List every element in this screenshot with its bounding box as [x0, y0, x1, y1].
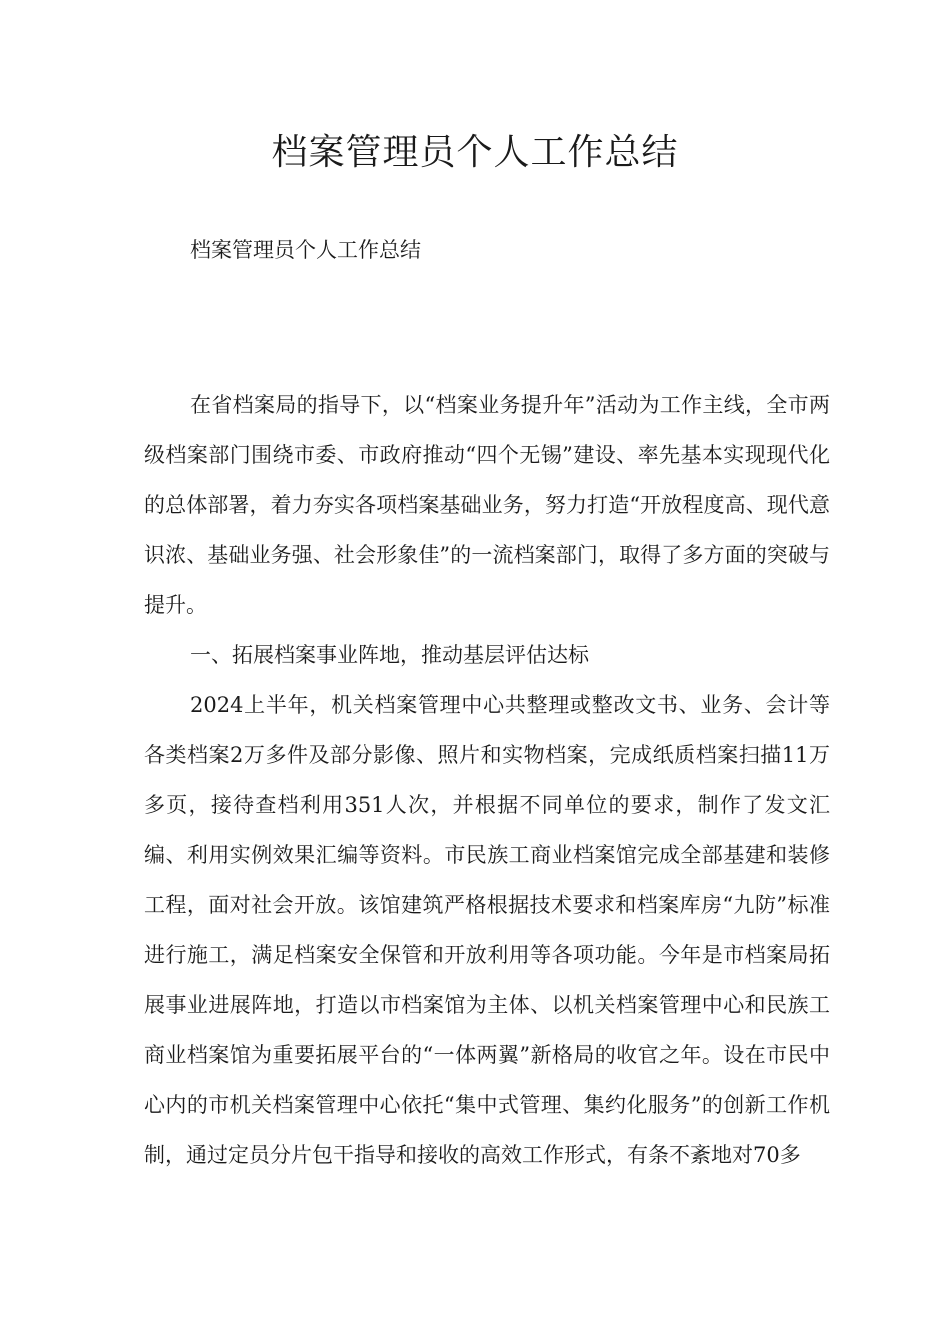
document-subtitle: 档案管理员个人工作总结	[190, 238, 421, 262]
body-paragraph-intro: 在省档案局的指导下，以“档案业务提升年”活动为工作主线，全市两级档案部门围绕市委、市政府推动“四个无锡”建设、率先基本实现现代化的总体部署，着力夯实各项档案基础业务，努力打造“开放程度高、现代意识浓、基础业务强、社会形象佳”的一流档案部门，取得了多方面的突破与提升。	[144, 393, 830, 617]
section-heading-1: 一、拓展档案事业阵地，推动基层评估达标	[190, 643, 589, 667]
document-body	[144, 380, 830, 1180]
document-title: 档案管理员个人工作总结	[271, 132, 679, 173]
body-paragraph-section-1: 2024上半年，机关档案管理中心共整理或整改文书、业务、会计等各类档案2万多件及部分影像、照片和实物档案，完成纸质档案扫描11万多页，接待查档利用351人次，并根据不同单位的要求，制作了发文汇编、利用实例效果汇编等资料。市民族工商业档案馆完成全部基建和装修工程，面对社会开放。该馆建筑严格根据技术要求和档案库房“九防”标准进行施工，满足档案安全保管和开放利用等各项功能。今年是市档案局拓展事业进展阵地，打造以市档案馆为主体、以机关档案管理中心和民族工商业档案馆为重要拓展平台的“一体两翼”新格局的收官之年。设在市民中心内的市机关档案管理中心依托“集中式管理、集约化服务”的创新工作机制，通过定员分片包干指导和接收的高效工作形式，有条不紊地对70多	[144, 693, 830, 1167]
